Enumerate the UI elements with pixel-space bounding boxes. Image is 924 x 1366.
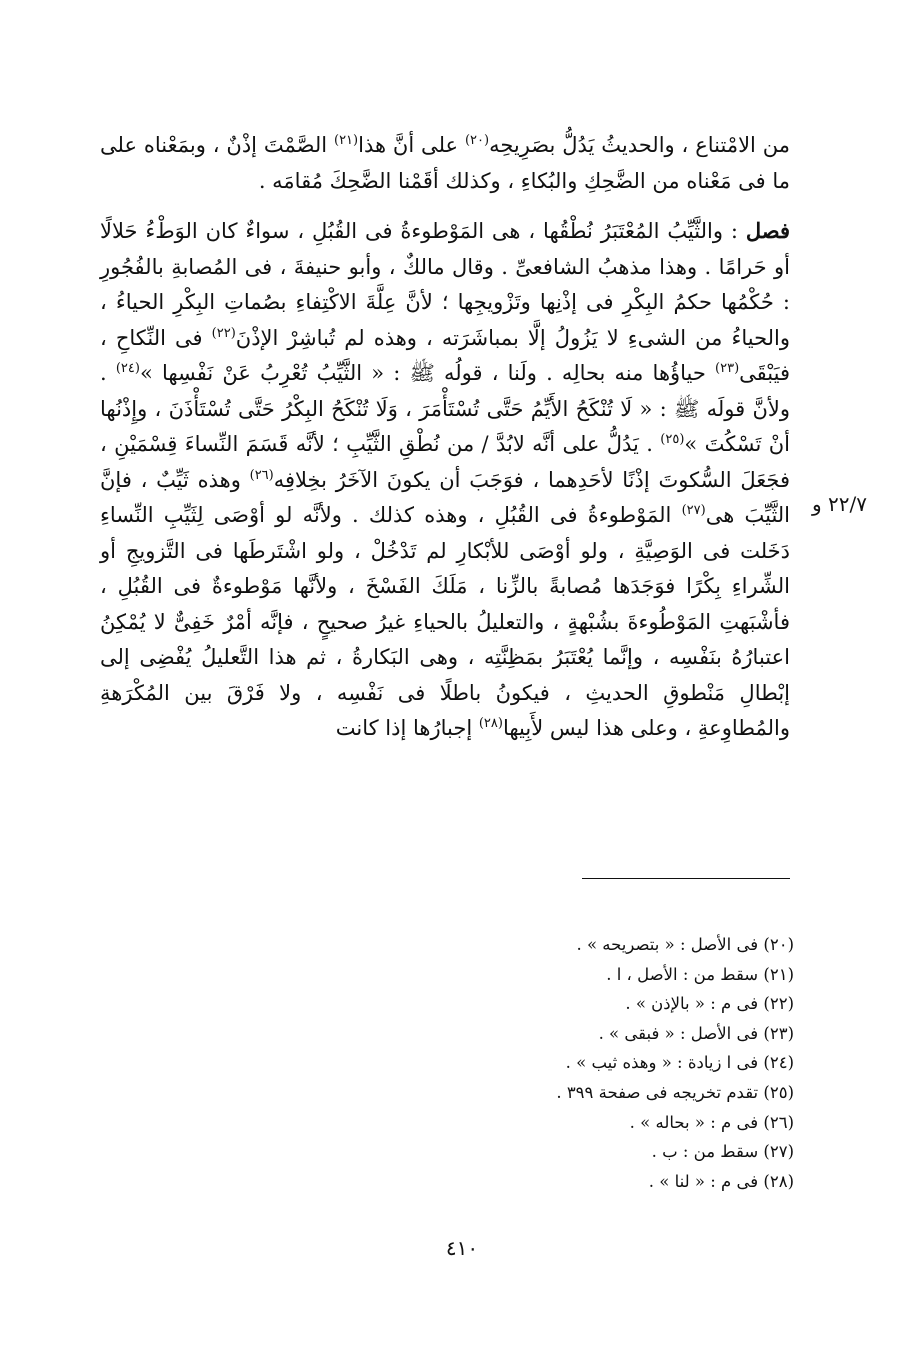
footnote-item: (٢٤) فى ا زيادة : « وهذه ثيب » . <box>565 1053 794 1073</box>
section-label: فصل <box>745 218 790 243</box>
margin-manuscript-reference: ٢٢/٧ و <box>812 492 867 516</box>
footnote-ref-26: (٢٦) <box>249 467 274 483</box>
footnote-ref-28: (٢٨) <box>478 716 503 731</box>
text-run: فى النِّكاحِ ، فيَبْقَى <box>100 325 791 385</box>
text-run: وهذه ثَيِّبٌ ، فإنَّ الثَّيِّبَ هى <box>100 467 791 527</box>
text-run: . يَدُلُّ على أنَّه لابُدَّ / من نُطْقِ الثَّيِّبِ ؛ لأنَّه قَسَمَ النِّساءَ قِسْمَيْنِ ، فجَعَلَ السُّكوتَ إذْنًا لأحَدِهما ، فوَجَبَ أن يكونَ الآخَرُ بخِلافِه <box>100 432 790 492</box>
footnote-ref-21: (٢١) <box>333 133 359 148</box>
text-run: على أنَّ هذا <box>358 133 465 157</box>
footnote-separator <box>582 878 790 879</box>
text-run: حياؤُها منه بحالِه . ولَنا ، قولُه ﷺ : « الثَّيِّبُ تُعْرِبُ عَنْ نَفْسِها » <box>139 361 716 385</box>
text-run: المَوْطوءةُ فى القُبُلِ ، وهذه كذلك . ولأنَّه لو أوْصَى لِثَيِّبِ النِّساءِ دَخَلت فى الوَصِيَّةِ ، ولو أوْصَى للأبْكارِ لم تَدْخُلْ ، ولو اشْتَرطَها فى التَّزويجِ أو الشِّراءِ بِكْرًا فوَجَدَها مُصابةً بالزِّنا ، مَلَكَ الفَسْخَ ، ولأنَّها مَوْطوءةٌ فى القُبُلِ ، فأشْبَهتِ المَوْطُوءةَ بشُبْهةٍ ، والتعليلُ بالحياءِ غيرُ صحيحٍ ، فإنَّه أمْرٌ خَفِىٌّ لا يُمْكِنُ اعتبارُهُ بنَفْسِه ، وإنَّما يُعْتَبَرُ بمَظِنَّتِه ، وهى البَكارةُ ، ثم هذا التَّعليلُ يُفْضِى إلى إبْطالِ مَنْطوقِ الحديثِ ، فيكونُ باطلًا فى نَفْسِه ، ولا فَرْقَ بين المُكْرَهةِ والمُطاوِعةِ ، وعلى هذا ليس لأَبِيها <box>100 503 790 740</box>
paragraph-1 <box>100 128 790 199</box>
footnote-ref-22: (٢٢) <box>211 325 236 341</box>
footnote-ref-24: (٢٤) <box>115 361 140 376</box>
footnote-ref-23: (٢٣) <box>715 361 740 376</box>
footnotes-list <box>234 930 794 1196</box>
footnote-item: (٢٠) فى الأصل : « بتصريحه » . <box>576 935 794 954</box>
main-text <box>100 128 790 747</box>
footnote-ref-25: (٢٥) <box>660 432 685 447</box>
footnote-item: (٢٦) فى م : « بحاله » . <box>629 1112 794 1132</box>
text-run: إجبارُها إذا كانت <box>335 716 479 740</box>
text-run: : والثَّيِّبُ المُعْتَبَرُ نُطْقُها ، هى المَوْطوءةُ فى القُبُلِ ، سواءٌ كان الوَطْءُ حَلالًا أو حَرامًا . وهذا مذهبُ الشافعىِّ . وقال مالكٌ ، وأبو حنيفةَ ، فى المُصابةِ بالفُجُورِ : حُكْمُها حكمُ البِكْرِ فى إذْنِها وتَزْويجِها ؛ لأنَّ عِلَّةَ الاكْتِفاءِ بصُماتِ البِكْرِ الحياءُ ، والحياءُ من الشىءِ لا يَزُولُ إلَّا بمباشَرَته ، وهذه لم تُباشِرْ الإذْنَ <box>100 219 791 350</box>
footnote-item: (٢٣) فى الأصل : « فبقى » . <box>598 1023 794 1043</box>
text-run: الصَّمْتَ إذْنٌ ، وبمَعْناه على ما فى مَعْناه من الضَّحِكِ والبُكاءِ ، وكذلك أقَمْنا الضَّحِكَ مُقامَه . <box>100 133 790 193</box>
footnote-item: (٢١) سقط من : الأصل ، ا . <box>606 964 794 984</box>
page-number: ٤١٠ <box>445 1236 479 1260</box>
footnote-item: (٢٨) فى م : « لنا » . <box>648 1171 794 1191</box>
footnote-ref-20: (٢٠) <box>464 133 490 148</box>
paragraph-2 <box>100 213 790 747</box>
text-run: من الامْتناع ، والحديثُ يَدُلُّ بصَرِيحِه <box>489 133 790 157</box>
footnote-ref-27: (٢٧) <box>681 503 706 518</box>
footnote-item: (٢٢) فى م : « بالإذن » . <box>625 994 794 1014</box>
footnote-item: (٢٥) تقدم تخريجه فى صفحة ٣٩٩ . <box>556 1082 794 1102</box>
text-run: . ولأنَّ قولَه ﷺ : « لَا تُنْكَحُ الأَيِّمُ حَتَّى تُسْتَأْمَرَ ، وَلَا تُنْكَحُ البِكْرُ حَتَّى تُسْتَأْذَنَ ، وإِذْنُها أنْ تَسْكُتَ » <box>100 361 790 456</box>
footnote-item: (٢٧) سقط من : ب . <box>651 1142 794 1162</box>
